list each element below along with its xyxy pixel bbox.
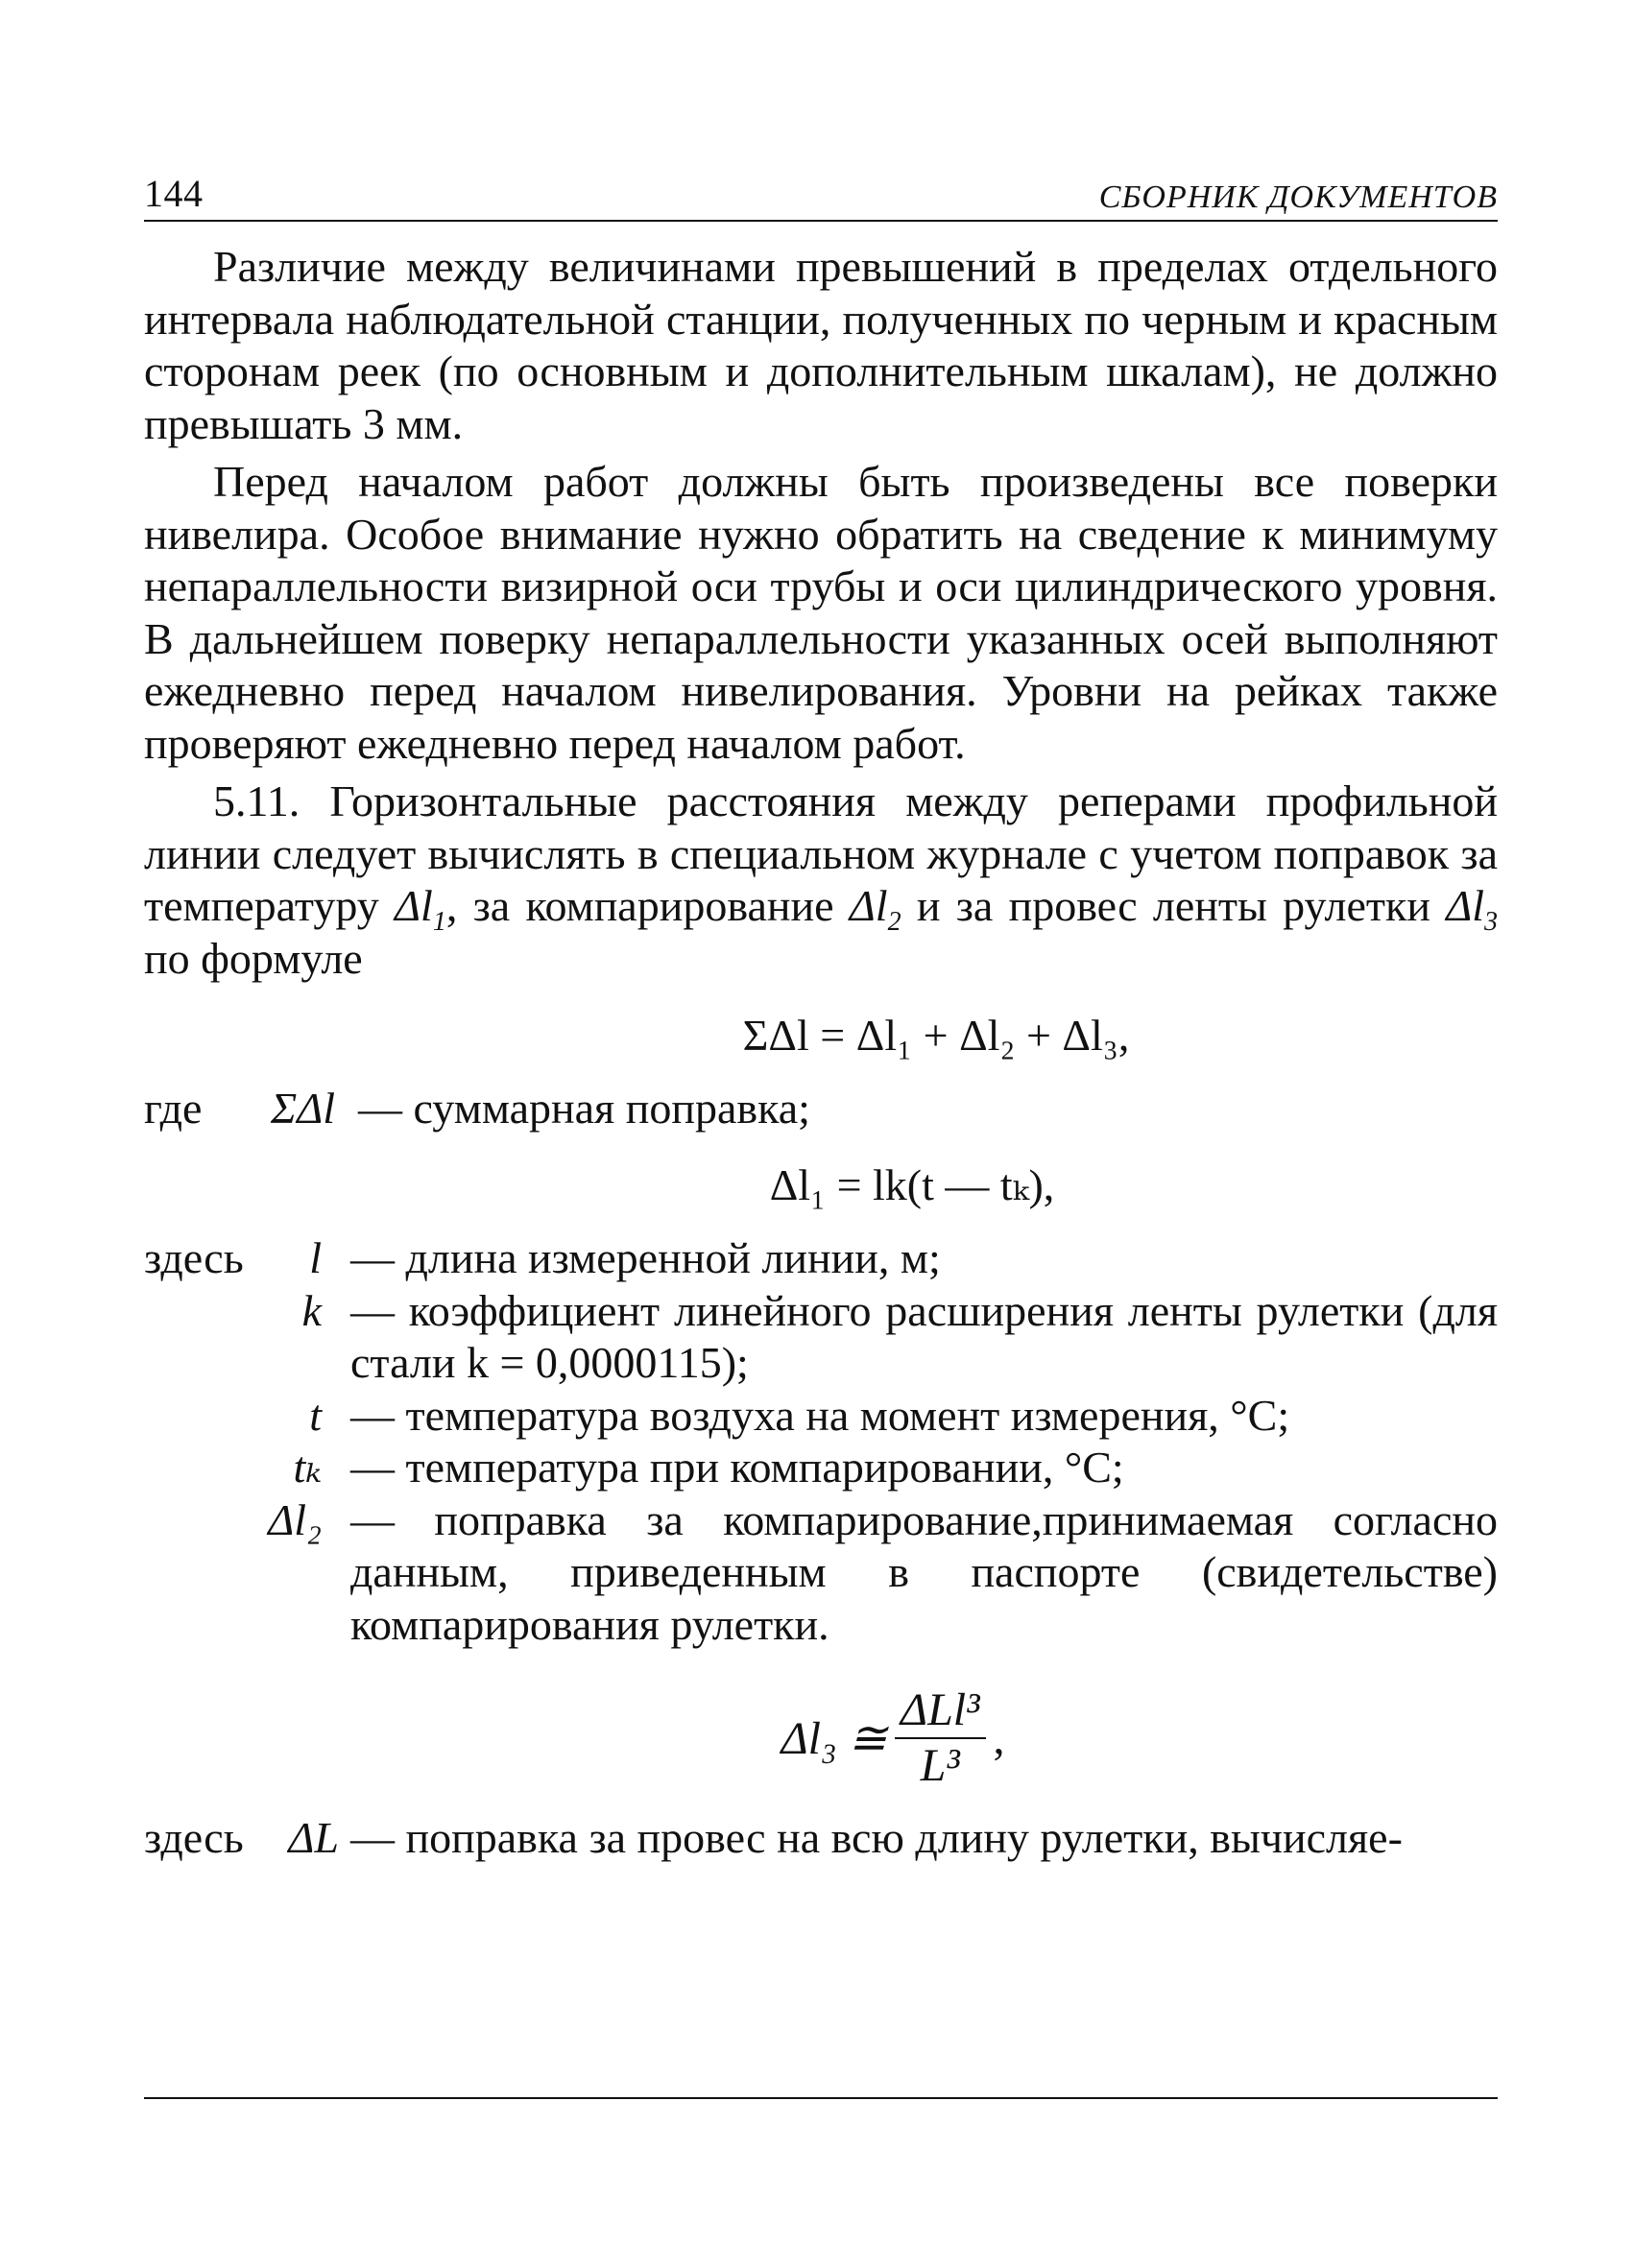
definition-symbol: l: [309, 1233, 322, 1282]
definition-row: [144, 1390, 1498, 1443]
paragraph-3-part-c: и за провес ленты рулетки: [916, 881, 1430, 930]
fraction: [895, 1683, 986, 1793]
definition-symbol: k: [301, 1285, 322, 1335]
formula-dl1: [144, 1159, 1498, 1211]
paragraph-3-part-d: по формуле: [144, 933, 363, 983]
definitions-list: [144, 1232, 1498, 1651]
paragraph-1: Различие между величинами превышений в пределах отдельного интервала наблюдательной станции, полученных по черным и красным сторонам реек (по основным и дополнительным шкалам), не должно превышать 3 мм.: [144, 242, 1498, 448]
fraction-numerator: ΔLl³: [895, 1683, 986, 1739]
formula-sum-text: ΣΔl = Δl₁ + Δl₂ + Δl₃,: [742, 1011, 1130, 1060]
page-number: 144: [144, 172, 204, 215]
document-page: [144, 158, 1498, 1864]
formula-dl3: [144, 1683, 1498, 1793]
definition-text: — поправка за компарирование,принимаемая согласно данным, приведенным в паспорте (свидетельстве) компарирования рулетки.: [350, 1494, 1498, 1649]
definition-row: [144, 1285, 1498, 1390]
definition-row: [144, 1442, 1498, 1494]
definition-row: [144, 1232, 1498, 1285]
definition-text: — коэффициент линейного расширения ленты рулетки (для стали k = 0,0000115);: [350, 1285, 1498, 1387]
definition-gde: [144, 1083, 1498, 1134]
running-head: СБОРНИК ДОКУМЕНТОВ: [1098, 179, 1498, 215]
paragraph-3-part-b: , за компарирование: [445, 881, 834, 930]
definition-symbol: Δl₂: [268, 1494, 322, 1544]
inline-symbol-dl2: $\Delta l_2$: [849, 881, 901, 937]
definition-lead-gde: где: [144, 1084, 203, 1133]
inline-symbol-dl3: $\Delta l_3$: [1446, 881, 1499, 937]
definition-lead-zdes: здесь: [144, 1233, 244, 1282]
paragraph-2: Перед началом работ должны быть произведены все поверки нивелира. Особое внимание нужно обратить на сведение к минимуму непараллельности визирной оси трубы и оси цилиндрического уровня. В дальнейшем поверку непараллельности указанных осей выполняют ежедневно перед началом нивелирования. Уровни на рейках также проверяют ежедневно перед началом работ.: [144, 457, 1498, 768]
definition-text: — температура при компарировании, °С;: [350, 1443, 1124, 1492]
definition-lead-zdes-2: здесь: [144, 1813, 244, 1862]
definition-text-delta-L: — поправка за провес на всю длину рулетки, вычисляе-: [350, 1813, 1403, 1862]
page-header: [144, 158, 1498, 222]
inline-symbol-dl1: $\Delta l_1$: [395, 881, 446, 937]
footer-rule: [144, 2097, 1498, 2099]
formula-sum: [144, 1010, 1498, 1062]
definition-symbol: tₖ: [293, 1443, 322, 1492]
definition-text: — температура воздуха на момент измерения, °С;: [350, 1390, 1290, 1440]
paragraph-3-part-a: 5.11. Горизонтальные расстояния между реперами профильной линии следует вычислять в специальном журнале с учетом поправок за температуру: [144, 776, 1498, 930]
definition-text-sum: — суммарная поправка;: [358, 1084, 810, 1133]
formula-dl3-tail: ,: [993, 1712, 1005, 1764]
formula-dl3-lhs: Δl₃ ≅: [781, 1713, 887, 1764]
definition-delta-L: [144, 1812, 1498, 1864]
definition-row: [144, 1494, 1498, 1652]
paragraph-3: [144, 776, 1498, 985]
definition-symbol: t: [309, 1390, 322, 1440]
definition-symbol-sum: ΣΔl: [270, 1084, 335, 1133]
definition-symbol-delta-L: ΔL: [288, 1813, 339, 1862]
fraction-denominator: L³: [920, 1740, 960, 1791]
body-text: [144, 241, 1498, 985]
formula-dl1-text: Δl₁ = lk(t — tₖ),: [769, 1160, 1055, 1209]
definition-text: — длина измеренной линии, м;: [350, 1233, 941, 1282]
